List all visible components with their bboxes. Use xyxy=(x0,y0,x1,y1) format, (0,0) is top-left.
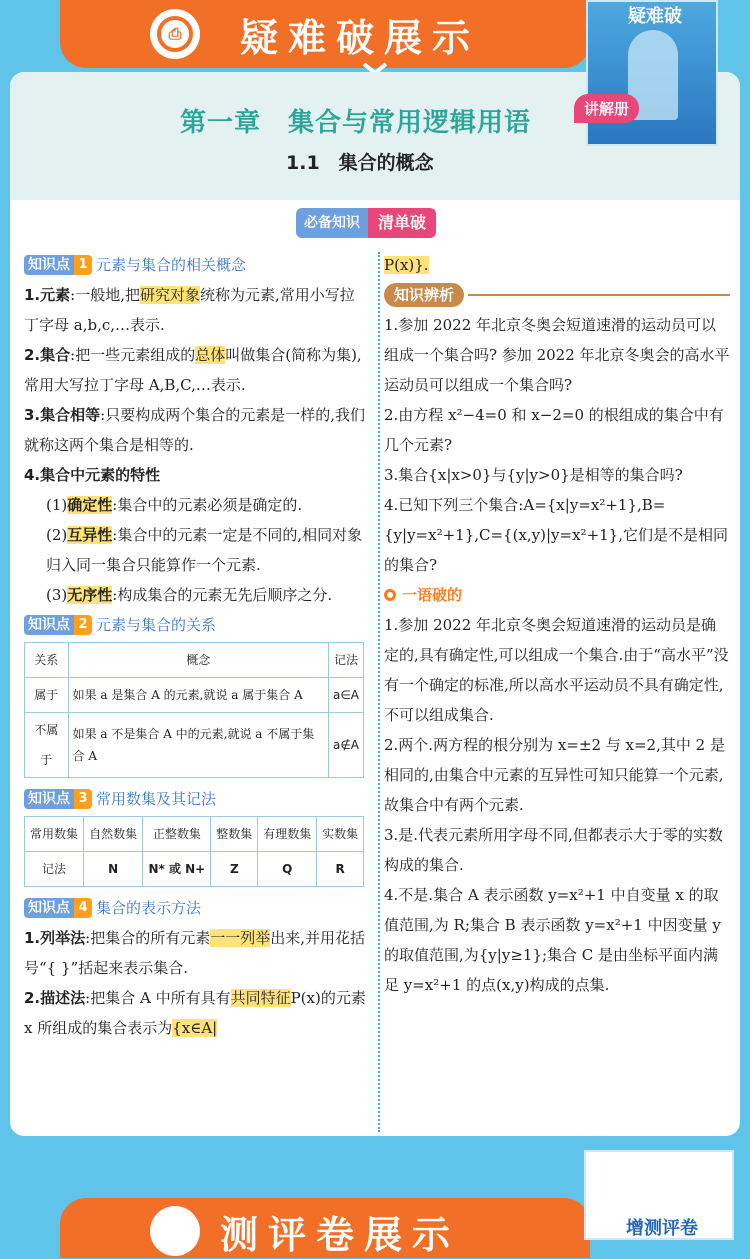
printer-icon: ⎙ xyxy=(150,9,200,59)
book-tag: 讲解册 xyxy=(574,94,639,123)
item-properties: 4.集合中元素的特性 xyxy=(24,466,161,484)
answer-1: 1.参加 2022 年北京冬奥会短道速滑的运动员是确定的,具有确定性,可以组成一个集合.由于“高水平”没有一个确定的标准,所以高水平运动员不具有确定性,不可以组成集合. xyxy=(384,616,729,724)
section-badge xyxy=(296,208,436,238)
continued-text: P(x)}. xyxy=(384,256,429,274)
item-description: 2.描述法:把集合 A 中所有具有共同特征P(x)的元素 x 所组成的集合表示为{x∈A| xyxy=(24,989,366,1037)
property-distinctness: (2)互异性:集合中的元素一定是不同的,相同对象归入同一集合只能算作一个元素. xyxy=(46,526,363,574)
printer-icon xyxy=(150,1206,200,1256)
answer-3: 3.是.代表元素所用字母不同,但都表示大于零的实数构成的集合. xyxy=(384,826,723,874)
question-3: 3.集合{x|x>0}与{y|y>0}是相等的集合吗? xyxy=(384,466,683,484)
table-row: 记法 N N* 或 N+ Z Q R xyxy=(25,852,364,887)
table-row: 不属于 如果 a 不是集合 A 中的元素,就说 a 不属于集合 A a∉A xyxy=(25,713,364,778)
property-unordered: (3)无序性:构成集合的元素无先后顺序之分. xyxy=(46,586,333,604)
top-banner xyxy=(60,0,590,68)
book-cover-image: 疑难破 讲解册 xyxy=(586,0,718,146)
chapter-title: 第一章 集合与常用逻辑用语 xyxy=(180,108,532,138)
question-1: 1.参加 2022 年北京冬奥会短道速滑的运动员可以组成一个集合吗? 参加 2022 年北京冬奥会的高水平运动员可以组成一个集合吗? xyxy=(384,316,730,394)
answer-2: 2.两个.两方程的根分别为 x=±2 与 x=2,其中 2 是相同的,由集合中元素的互异性可知只能算一个元素,故集合中有两个元素. xyxy=(384,736,725,814)
table-row: 属于 如果 a 是集合 A 的元素,就说 a 属于集合 A a∈A xyxy=(25,678,364,713)
badge-highlight: 清单破 xyxy=(368,208,436,238)
badge-label: 必备知识 xyxy=(296,208,368,238)
analysis-header: 知识辨析 xyxy=(384,280,730,310)
item-set-equal: 3.集合相等:只要构成两个集合的元素是一样的,我们就称这两个集合是相等的. xyxy=(24,406,365,454)
item-set: 2.集合:把一些元素组成的总体叫做集合(简称为集),常用大写拉丁字母 A,B,C,…表示. xyxy=(24,346,362,394)
table-header: 关系 xyxy=(25,643,69,678)
question-2: 2.由方程 x²−4=0 和 x−2=0 的根组成的集合中有几个元素? xyxy=(384,406,724,454)
content-card xyxy=(10,72,740,1136)
item-element: 1.元素:一般地,把研究对象统称为元素,常用小写拉丁字母 a,b,c,…表示. xyxy=(24,286,355,334)
section-title: 1.1 集合的概念 xyxy=(286,152,434,174)
property-definiteness: (1)确定性:集合中的元素必须是确定的. xyxy=(46,496,303,514)
bottom-banner: 测评卷展示 xyxy=(60,1198,590,1258)
left-column xyxy=(24,250,368,1043)
table-header: 概念 xyxy=(68,643,328,678)
number-sets-table: 常用数集 自然数集 正整数集 整数集 有理数集 实数集 记法 N N* 或 N+ Z Q R xyxy=(24,816,364,887)
knowledge-point-4: 知识点 4 集合的表示方法 xyxy=(24,893,368,923)
right-column xyxy=(384,250,730,1000)
answer-4: 4.不是.集合 A 表示函数 y=x²+1 中自变量 x 的取值范围,为 R;集合 B 表示函数 y=x²+1 中因变量 y 的取值范围,为{y|y≥1};集合 C 是由坐标平面内满足 y=x²+1 的点(x,y)构成的点集. xyxy=(384,886,721,994)
banner-title: 疑难破展示 xyxy=(239,15,480,60)
table-header: 记法 xyxy=(328,643,363,678)
item-enumeration: 1.列举法:把集合的所有元素一一列举出来,并用花括号“{ }”括起来表示集合. xyxy=(24,929,365,977)
target-icon xyxy=(384,589,396,601)
knowledge-point-1: 知识点 1 元素与集合的相关概念 xyxy=(24,250,368,280)
column-divider xyxy=(378,252,380,1132)
membership-table xyxy=(24,642,364,778)
answers-header: 一语破的 xyxy=(384,580,730,610)
test-book-image: 增测评卷 xyxy=(584,1150,734,1240)
knowledge-point-2: 知识点 2 元素与集合的关系 xyxy=(24,610,368,640)
knowledge-point-3: 知识点 3 常用数集及其记法 xyxy=(24,784,368,814)
question-4: 4.已知下列三个集合:A={x|y=x²+1},B={y|y=x²+1},C={(x,y)|y=x²+1},它们是不是相同的集合? xyxy=(384,496,728,574)
